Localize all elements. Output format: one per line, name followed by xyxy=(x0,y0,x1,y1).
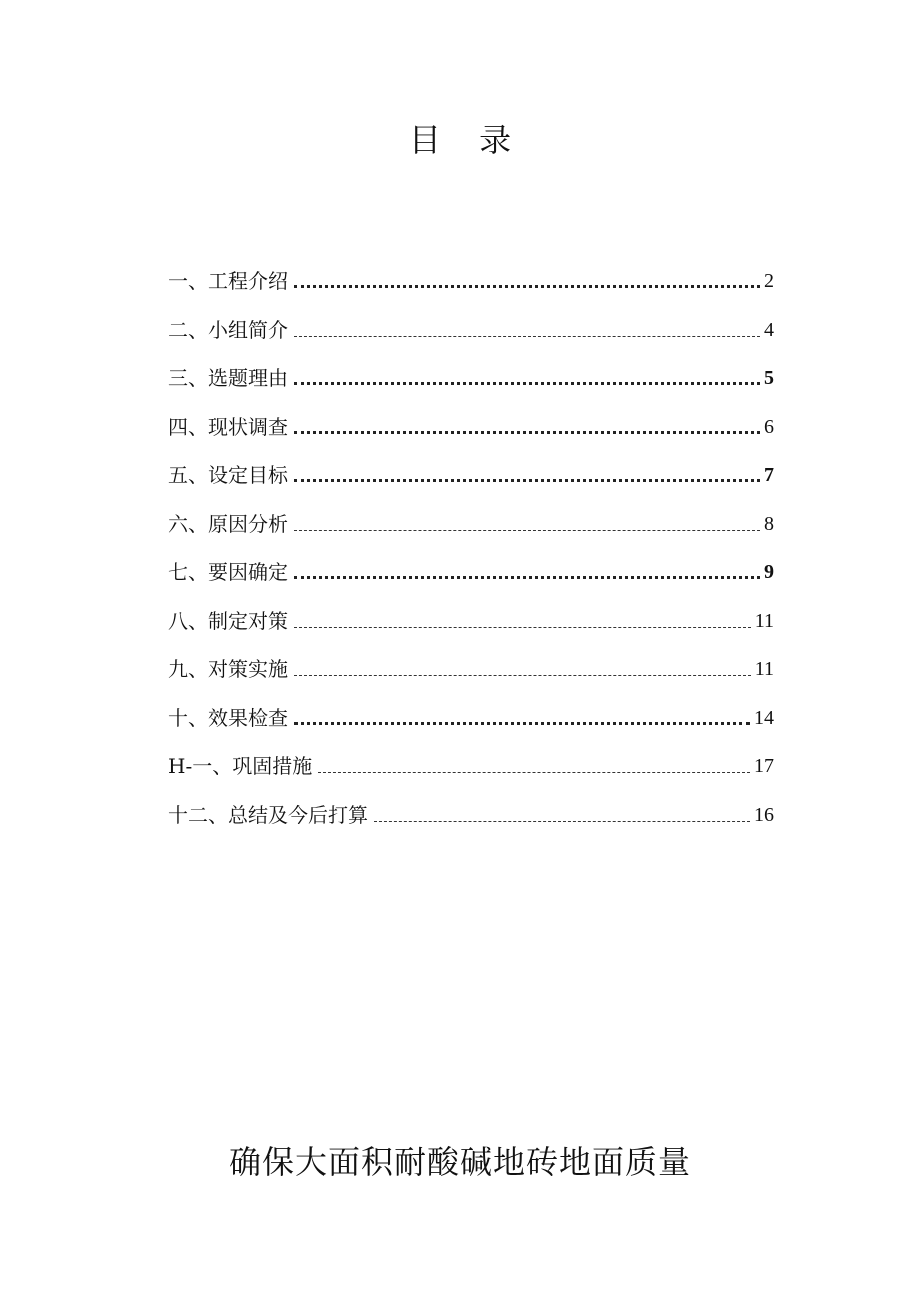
toc-entry-label: 三、选题理由 xyxy=(168,366,288,390)
toc-entry-page: 8 xyxy=(764,512,774,535)
toc-entry-page: 14 xyxy=(754,706,774,729)
toc-entry-page: 16 xyxy=(754,803,774,826)
toc-entry-label: 七、要因确定 xyxy=(168,560,288,584)
toc-entry-label: H-一、巩固措施 xyxy=(168,754,313,778)
toc-entry[interactable] xyxy=(168,315,774,345)
toc-entry[interactable] xyxy=(168,557,774,587)
toc-dash-leader xyxy=(294,530,760,531)
toc-entry[interactable] xyxy=(168,509,774,539)
toc-entry-label: 四、现状调查 xyxy=(168,414,288,439)
toc-entry-page: 11 xyxy=(754,658,774,680)
toc-entry-page: 5 xyxy=(764,367,774,389)
toc-entry-page: 9 xyxy=(764,561,774,583)
toc-entry-page: 2 xyxy=(764,270,774,292)
toc-entry-label: 六、原因分析 xyxy=(168,511,288,536)
toc-dot-leader xyxy=(294,722,750,725)
toc-dash-leader xyxy=(318,772,750,773)
toc-dot-leader xyxy=(294,431,760,434)
toc-entry-page: 7 xyxy=(764,464,774,486)
toc-dot-leader xyxy=(294,285,760,288)
toc-dash-leader xyxy=(294,675,751,676)
toc-dot-leader xyxy=(294,382,760,385)
toc-dash-leader xyxy=(294,336,760,337)
toc-dot-leader xyxy=(294,479,760,482)
toc-entry[interactable] xyxy=(168,751,774,781)
toc-entry-label: 二、小组简介 xyxy=(168,317,288,342)
toc-entry[interactable] xyxy=(168,363,774,393)
toc-entry-page: 6 xyxy=(764,415,774,438)
toc-entry-label: 十、效果检查 xyxy=(168,705,288,730)
toc-entry[interactable] xyxy=(168,654,774,684)
toc-entry[interactable] xyxy=(168,460,774,490)
toc-entry-label: 五、设定目标 xyxy=(168,463,288,487)
toc-entry-page: 11 xyxy=(754,609,774,632)
document-subject-title: 确保大面积耐酸碱地砖地面质量 xyxy=(228,1143,691,1181)
toc-entry-label: 八、制定对策 xyxy=(168,608,288,633)
toc-entry-label: 一、工程介绍 xyxy=(168,269,288,293)
toc-entry[interactable] xyxy=(168,703,774,733)
toc-entry-label: 十二、总结及今后打算 xyxy=(168,802,368,827)
toc-entry-page: 4 xyxy=(764,318,774,341)
toc-entry[interactable] xyxy=(168,800,774,830)
toc-entry-page: 17 xyxy=(754,755,774,777)
toc-dash-leader xyxy=(374,821,750,822)
toc-entry-label: 九、对策实施 xyxy=(168,657,288,681)
toc-dash-leader xyxy=(294,627,751,628)
toc-entry[interactable] xyxy=(168,266,774,296)
toc-title: 目 录 xyxy=(408,121,526,159)
toc-entry[interactable] xyxy=(168,412,774,442)
toc-dot-leader xyxy=(294,576,760,579)
toc-entry[interactable] xyxy=(168,606,774,636)
